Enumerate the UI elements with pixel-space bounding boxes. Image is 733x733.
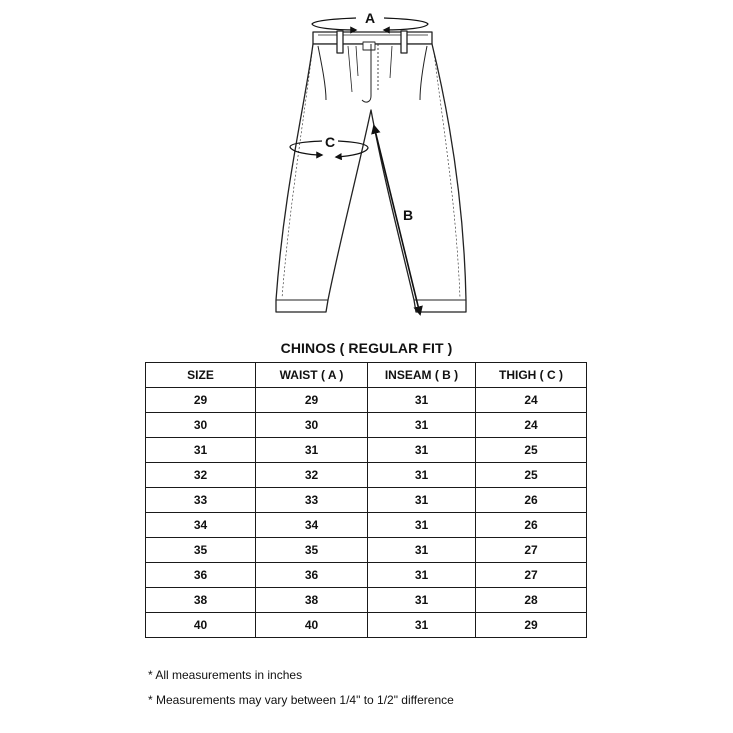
cell-size: 34 <box>146 513 256 538</box>
cell-size: 30 <box>146 413 256 438</box>
cell-inseam: 31 <box>368 388 476 413</box>
table-row <box>146 488 587 513</box>
cell-thigh: 26 <box>476 488 587 513</box>
label-a: A <box>364 10 376 26</box>
header-size: SIZE <box>146 363 256 388</box>
header-inseam: INSEAM ( B ) <box>368 363 476 388</box>
label-c: C <box>324 134 336 150</box>
label-b: B <box>402 207 414 223</box>
trousers-drawing <box>276 31 466 312</box>
cell-size: 40 <box>146 613 256 638</box>
table-row <box>146 588 587 613</box>
cell-inseam: 31 <box>368 588 476 613</box>
cell-inseam: 31 <box>368 413 476 438</box>
table-row <box>146 463 587 488</box>
table-row <box>146 538 587 563</box>
cell-size: 31 <box>146 438 256 463</box>
cell-inseam: 31 <box>368 513 476 538</box>
cell-waist: 35 <box>256 538 368 563</box>
cell-thigh: 27 <box>476 563 587 588</box>
note-units: * All measurements in inches <box>148 668 303 682</box>
cell-thigh: 28 <box>476 588 587 613</box>
cell-thigh: 25 <box>476 463 587 488</box>
chinos-measurement-diagram <box>0 0 733 335</box>
note-variance: * Measurements may vary between 1/4" to 1/2" difference <box>148 693 454 707</box>
table-row <box>146 438 587 463</box>
cell-size: 29 <box>146 388 256 413</box>
table-row <box>146 413 587 438</box>
cell-size: 35 <box>146 538 256 563</box>
cell-inseam: 31 <box>368 563 476 588</box>
cell-size: 38 <box>146 588 256 613</box>
cell-waist: 31 <box>256 438 368 463</box>
table-row <box>146 513 587 538</box>
cell-inseam: 31 <box>368 488 476 513</box>
cell-inseam: 31 <box>368 463 476 488</box>
cell-inseam: 31 <box>368 613 476 638</box>
table-header-row <box>146 363 587 388</box>
cell-waist: 40 <box>256 613 368 638</box>
cell-inseam: 31 <box>368 438 476 463</box>
table-row <box>146 613 587 638</box>
table-row <box>146 388 587 413</box>
cell-thigh: 25 <box>476 438 587 463</box>
cell-size: 33 <box>146 488 256 513</box>
cell-size: 36 <box>146 563 256 588</box>
cell-thigh: 26 <box>476 513 587 538</box>
cell-waist: 33 <box>256 488 368 513</box>
cell-waist: 36 <box>256 563 368 588</box>
header-thigh: THIGH ( C ) <box>476 363 587 388</box>
table-title: CHINOS ( REGULAR FIT ) <box>280 340 453 356</box>
table-row <box>146 563 587 588</box>
cell-waist: 34 <box>256 513 368 538</box>
header-waist: WAIST ( A ) <box>256 363 368 388</box>
cell-size: 32 <box>146 463 256 488</box>
cell-waist: 29 <box>256 388 368 413</box>
cell-thigh: 24 <box>476 388 587 413</box>
size-chart-table <box>145 362 587 638</box>
cell-waist: 32 <box>256 463 368 488</box>
cell-waist: 30 <box>256 413 368 438</box>
cell-thigh: 24 <box>476 413 587 438</box>
cell-inseam: 31 <box>368 538 476 563</box>
cell-waist: 38 <box>256 588 368 613</box>
cell-thigh: 29 <box>476 613 587 638</box>
cell-thigh: 27 <box>476 538 587 563</box>
